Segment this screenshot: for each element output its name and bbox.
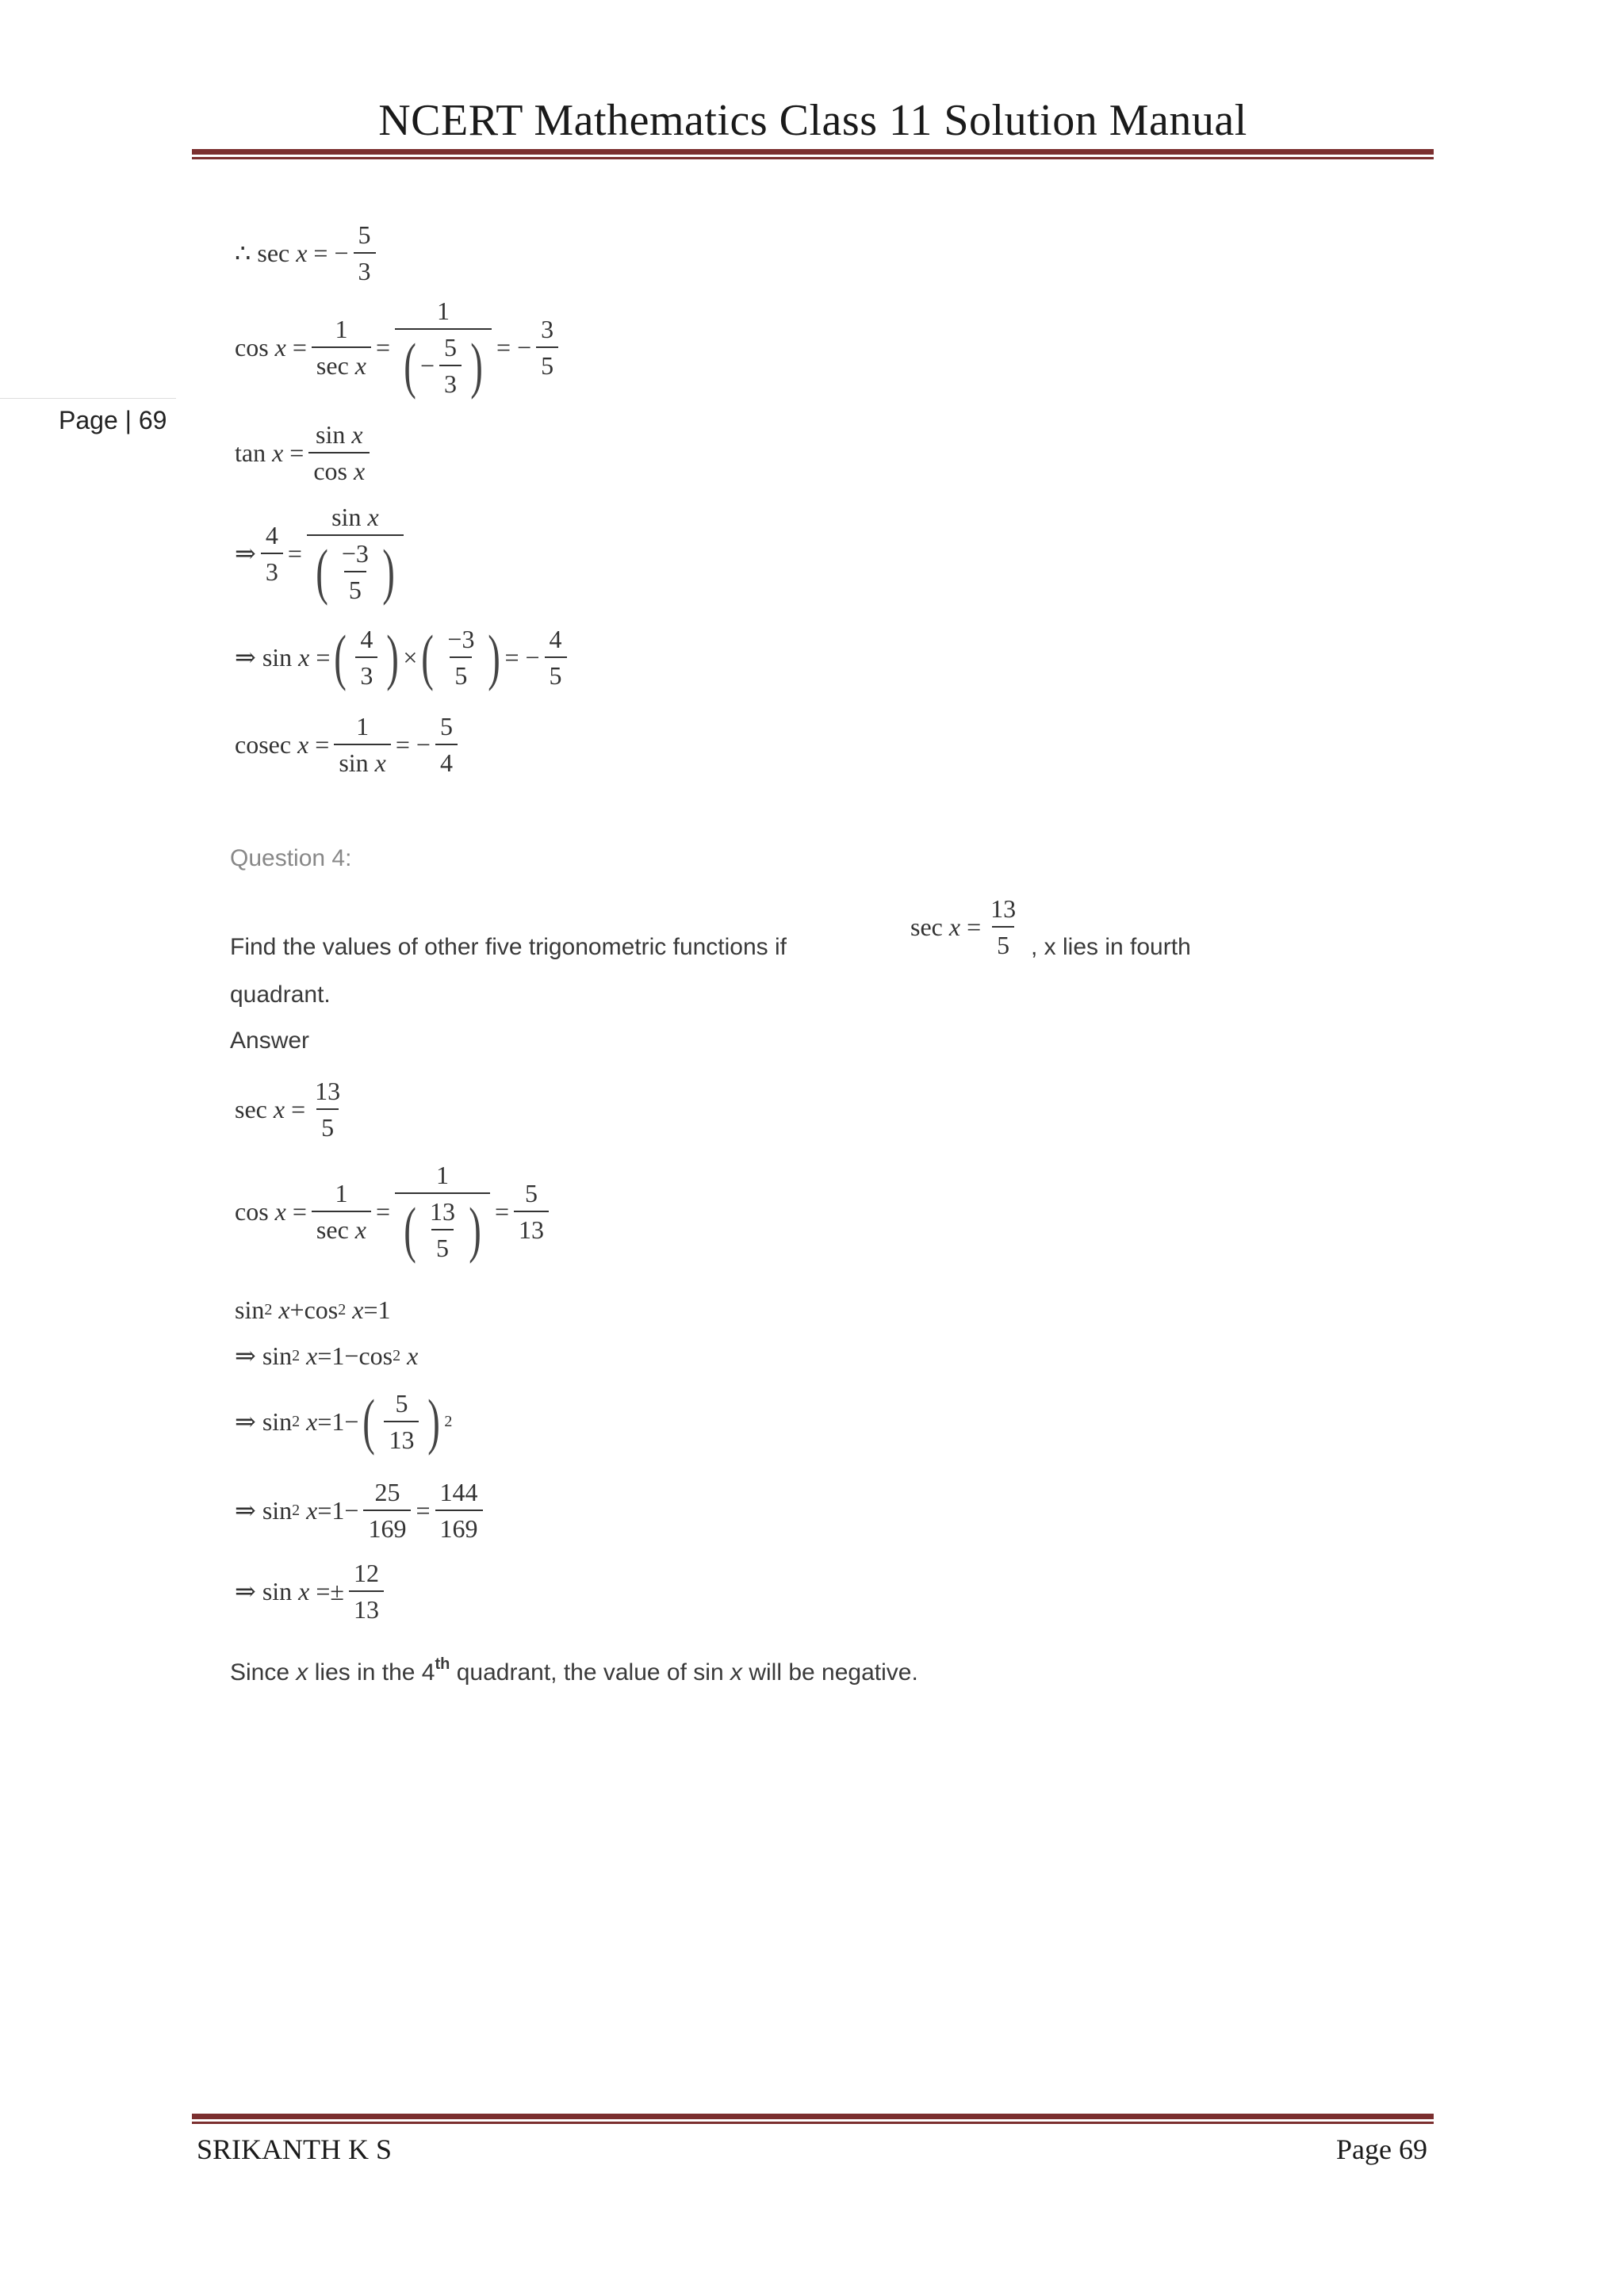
equation-sec-x-2: sec x = $\frac{13}{5}$ — [235, 1077, 341, 1142]
footer-rule — [192, 2114, 1434, 2124]
equation-tan-x: tan x = $\frac{\text{sin x}}{\text{cos x}}$ — [235, 422, 374, 484]
equation-sin-squared-value: ⇒ sin 2 x = 1 − $\frac{25}{169}$ = $\frac{144}{169}$ — [235, 1479, 488, 1541]
question-label: Question 4: — [230, 845, 352, 871]
equation-cosec-x: cosec x = $\frac{1}{\text{sin x}}$ = − $\frac{5}{4}$ — [235, 714, 462, 775]
equation-sin-squared-substitution: ⇒ sin 2 x = 1 − ( $\frac{5}{13}$ ) 2 — [235, 1387, 453, 1456]
equation-sin-squared: ⇒ sin 2 x = 1 − cos 2 x — [235, 1341, 419, 1370]
footer-page-number: Page 69 — [1336, 2133, 1427, 2165]
header-rule — [192, 149, 1434, 159]
side-divider — [0, 398, 176, 399]
answer-label: Answer — [230, 1027, 310, 1054]
equation-cos-x: cos x = $\frac{1}{\text{sec x}}$ = 1 ( − $\frac{5}{3}$ ) = − $\frac{3}{5}$ — [235, 298, 563, 396]
question-text-cont: quadrant. — [230, 982, 331, 1008]
equation-pythagorean-identity: sin 2 x + cos 2 x = 1 — [235, 1295, 391, 1324]
equation-sin-x-value: ⇒ sin x = ± $\frac{12}{13}$ — [235, 1560, 389, 1622]
side-page-label: Page | 69 — [59, 406, 167, 434]
equation-cos-x-2: cos x = $\frac{1}{\text{sec x}}$ = 1 ( $\frac{13}{5}$ ) = $\frac{5}{13}$ — [235, 1162, 553, 1261]
page-title: NCERT Mathematics Class 11 Solution Manual — [378, 96, 1247, 145]
equation-tan-substitution: ⇒ $\frac{4}{3}$ = sin x ( $\frac{-3}{5}$ ) — [235, 504, 408, 603]
footer-author: SRIKANTH K S — [197, 2133, 393, 2165]
equation-sec-x: ∴ sec x = − $\frac{5}{3}$ — [235, 222, 381, 284]
equation-sin-x: ⇒ sin x = ( $\frac{4}{3}$ ) × ( $\frac{-3}{5}$ ) = − $\frac{4}{5}$ — [235, 626, 572, 688]
conclusion-text: Since x lies in the 4th quadrant, the value of sin x will be negative. — [230, 1655, 918, 1686]
question-text: Find the values of other five trigonometric functions if sec x = $\frac{13}{5}$ , x lies in fourth — [230, 894, 1191, 960]
